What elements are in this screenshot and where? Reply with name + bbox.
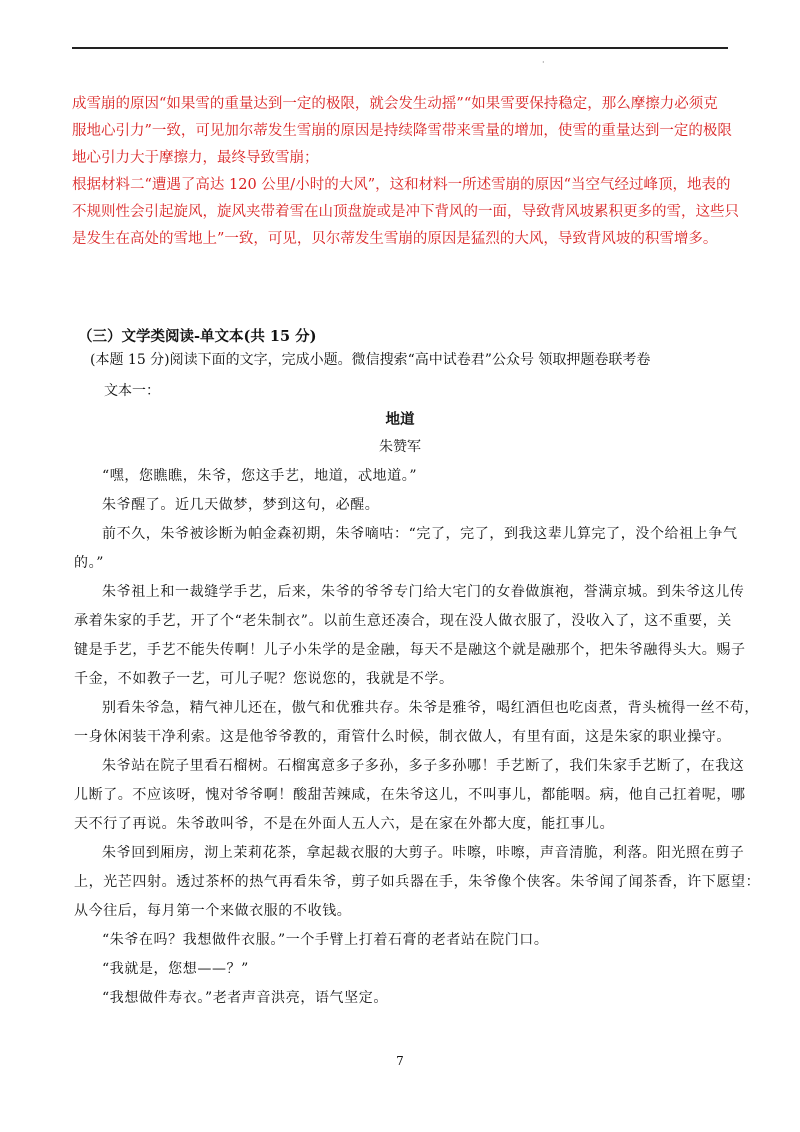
answer-line: 服地心引力”一致，可见加尔蒂发生雪崩的原因是持续降雪带来雪量的增加，使雪的重量达到一定的极限	[72, 123, 732, 139]
page-number: 7	[396, 1054, 404, 1068]
answer-line: 是发生在高处的雪地上”一致，可见，贝尔蒂发生雪崩的原因是猛烈的大风，导致背风坡的积雪增多。	[72, 231, 718, 247]
answer-block	[72, 91, 739, 253]
story-line: 一身休闲装干净利索。这是他爷爷教的，甭管什么时候，制衣做人，有里有面，这是朱家的职业操守。	[74, 729, 731, 745]
story-line: 朱爷醒了。近几天做梦，梦到这句，必醒。	[102, 497, 380, 513]
story-author: 朱赞军	[379, 439, 421, 455]
answer-line: 不规则性会引起旋风，旋风夹带着雪在山顶盘旋或是冲下背风的一面，导致背风坡累积更多的雪，这些只	[72, 204, 739, 220]
answer-line: 地心引力大于摩擦力，最终导致雪崩；	[72, 150, 319, 166]
answer-line: 成雪崩的原因“如果雪的重量达到一定的极限，就会发生动摇”“如果雪要保持稳定，那么摩擦力必须克	[72, 96, 718, 112]
story-line: 千金，不如教子一艺，可儿子呢？您说您的，我就是不学。	[74, 671, 454, 687]
story-line: 承着朱家的手艺，开了个“老朱制衣”。以前生意还凑合，现在没人做衣服了，没收入了，这不重要，关	[74, 613, 732, 629]
story-line: “朱爷在吗？我想做件衣服。”一个手臂上打着石膏的老者站在院门口。	[102, 932, 549, 948]
story-line: “我想做件寿衣。”老者声音洪亮，语气坚定。	[102, 990, 388, 1006]
header-mark: ·	[542, 58, 545, 67]
story-line: “嘿，您瞧瞧，朱爷，您这手艺，地道，忒地道。”	[102, 468, 418, 484]
story-line: 朱爷祖上和一裁缝学手艺，后来，朱爷的爷爷专门给大宅门的女眷做旗袍，誉满京城。到朱爷这儿传	[102, 584, 745, 600]
text-label: 文本一：	[104, 383, 160, 399]
story-line: “我就是，您想——？”	[102, 961, 249, 977]
story-line: 儿断了。不应该呀，愧对爷爷啊！酸甜苦辣咸，在朱爷这儿，不叫事儿，都能咽。病，他自己扛着呢，哪	[74, 787, 746, 803]
story-line: 朱爷站在院子里看石榴树。石榴寓意多子多孙，多子多孙哪！手艺断了，我们朱家手艺断了，在我这	[102, 758, 745, 774]
header-rule	[72, 47, 728, 49]
story-body	[74, 462, 761, 1013]
story-line: 朱爷回到厢房，沏上茉莉花茶，拿起裁衣服的大剪子。咔嚓，咔嚓，声音清脆，利落。阳光照在剪子	[102, 845, 745, 861]
instruction-text: (本题 15 分)阅读下面的文字，完成小题。微信搜索“高中试卷君”公众号 领取押题卷联考卷	[90, 352, 651, 368]
story-title: 地道	[385, 411, 415, 428]
section-title: （三）文学类阅读-单文本(共 15 分)	[78, 328, 317, 345]
story-line: 的。”	[74, 555, 104, 571]
story-line: 从今往后，每月第一个来做衣服的不收钱。	[74, 903, 352, 919]
story-line: 键是手艺，手艺不能失传啊！儿子小朱学的是金融，每天不是融这个就是融那个，把朱爷融得头大。赐子	[74, 642, 746, 658]
story-line: 天不行了再说。朱爷敢叫爷，不是在外面人五人六，是在家在外都大度，能扛事儿。	[74, 816, 615, 832]
story-line: 上，光芒四射。透过茶杯的热气再看朱爷，剪子如兵器在手，朱爷像个侠客。朱爷闻了闻茶香，许下愿望：	[74, 874, 761, 890]
story-line: 别看朱爷急，精气神儿还在，傲气和优雅共存。朱爷是雅爷，喝红酒但也吃卤煮，背头梳得一丝不苟，	[102, 700, 759, 716]
answer-line: 根据材料二“遭遇了高达 120 公里/小时的大风”，这和材料一所述雪崩的原因“当空气经过峰顶，地表的	[72, 177, 731, 193]
story-line: 前不久，朱爷被诊断为帕金森初期，朱爷嘀咕：“完了，完了，到我这辈儿算完了，没个给祖上争气	[102, 526, 738, 542]
